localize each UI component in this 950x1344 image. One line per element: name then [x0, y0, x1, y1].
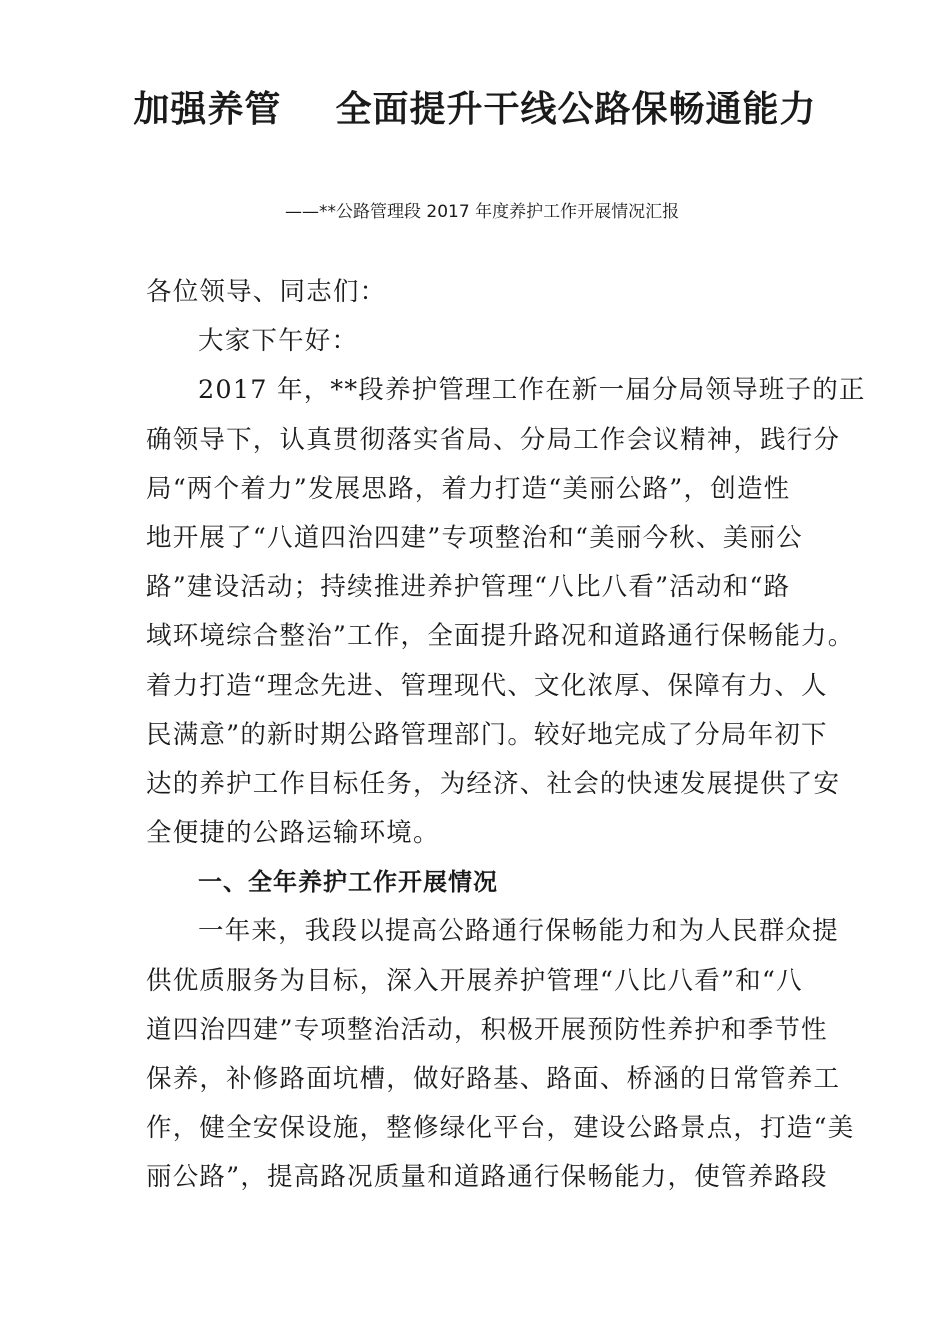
- paragraph-line: 达的养护工作目标任务，为经济、社会的快速发展提供了安: [146, 768, 841, 799]
- paragraph-line: 地开展了“八道四治四建”专项整治和“美丽今秋、美丽公: [146, 522, 803, 553]
- paragraph-line: 一年来，我段以提高公路通行保畅能力和为人民群众提: [198, 916, 839, 947]
- paragraph-line: 全便捷的公路运输环境。: [146, 818, 440, 849]
- paragraph-line: 保养，补修路面坑槽，做好路基、路面、桥涵的日常管养工: [146, 1064, 841, 1094]
- paragraph-line: 路”建设活动；持续推进养护管理“八比八看”活动和“路: [146, 572, 791, 603]
- greeting: 大家下午好：: [198, 326, 359, 357]
- paragraph-line: 供优质服务为目标，深入开展养护管理“八比八看”和“八: [146, 965, 803, 996]
- document-title: 加强养管 全面提升干线公路保畅通能力: [133, 89, 817, 130]
- paragraph-line: 局“两个着力”发展思路，着力打造“美丽公路”，创造性: [146, 473, 791, 504]
- paragraph-line: 作，健全安保设施，整修绿化平台，建设公路景点，打造“美: [146, 1113, 855, 1144]
- section-heading: 一、全年养护工作开展情况: [198, 868, 498, 897]
- paragraph-line: 域环境综合整治”工作，全面提升路况和道路通行保畅能力。: [146, 621, 855, 652]
- paragraph-line: 民满意”的新时期公路管理部门。较好地完成了分局年初下: [146, 719, 828, 750]
- document-subtitle: ——**公路管理段 2017 年度养护工作开展情况汇报: [285, 202, 680, 222]
- paragraph-line: 着力打造“理念先进、管理现代、文化浓厚、保障有力、人: [146, 670, 828, 701]
- paragraph-line: 丽公路”，提高路况质量和道路通行保畅能力，使管养路段: [146, 1162, 828, 1193]
- paragraph-line: 道四治四建”专项整治活动，积极开展预防性养护和季节性: [146, 1014, 828, 1045]
- salutation: 各位领导、同志们：: [146, 277, 387, 307]
- paragraph-line: 确领导下，认真贯彻落实省局、分局工作会议精神，践行分: [146, 424, 841, 455]
- document-body: [146, 268, 866, 1203]
- paragraph-line: 2017 年，**段养护管理工作在新一届分局领导班子的正: [198, 375, 866, 406]
